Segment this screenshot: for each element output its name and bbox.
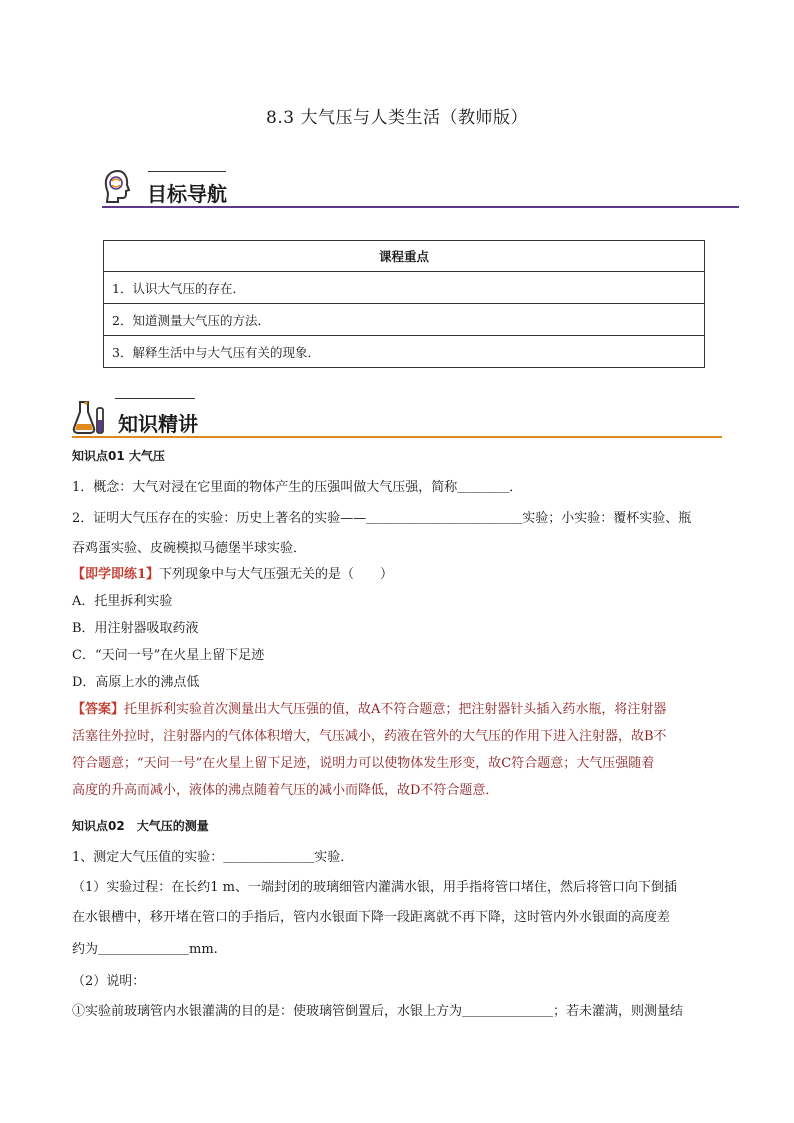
answer-line — [72, 700, 724, 720]
section-divider — [72, 436, 722, 438]
course-focus-table — [103, 240, 705, 368]
section-title-knowledge: 知识精讲 — [118, 412, 198, 436]
paragraph: （1）实验过程：在长约1 m、一端封闭的玻璃细管内灌满水银，用手指将管口堵住，然后将管口向下倒插 — [72, 880, 678, 895]
option-b: B．用注射器吸取药液 — [72, 621, 199, 636]
paragraph: 吞鸡蛋实验、皮碗模拟马德堡半球实验． — [72, 541, 307, 556]
answer-text: 托里拆利实验首次测量出大气压强的值，故A不符合题意；把注射器针头插入药水瓶，将注射器 — [124, 702, 667, 717]
option-a: A．托里拆利实验 — [72, 594, 173, 609]
section-top-rule — [115, 398, 195, 399]
paragraph: 1．概念：大气对浸在它里面的物体产生的压强叫做大气压强，简称＿＿＿＿． — [72, 480, 523, 495]
paragraph: 2．证明大气压存在的实验：历史上著名的实验——＿＿＿＿＿＿＿＿＿＿＿＿实验；小实验：覆杯实验、瓶 — [72, 511, 692, 526]
option-d: D．高原上水的沸点低 — [72, 675, 200, 690]
paragraph: （2）说明： — [72, 974, 146, 989]
section-title-goals: 目标导航 — [147, 182, 227, 206]
answer-line: 活塞往外拉时，注射器内的气体体积增大，气压减小，药液在管外的大气压的作用下进入注射器，故B不 — [72, 729, 667, 744]
paragraph: 约为＿＿＿＿＿＿＿mm. — [72, 942, 218, 957]
section-top-rule — [148, 171, 226, 172]
table-row: 2．知道测量大气压的方法． — [104, 304, 705, 336]
practice-tag: 【即学即练1】 — [72, 567, 160, 582]
section-divider — [102, 206, 739, 208]
paragraph: 1、测定大气压值的实验：＿＿＿＿＿＿＿实验． — [72, 850, 354, 865]
knowledge-point-title: 知识点02 大气压的测量 — [72, 819, 209, 833]
question-text: 下列现象中与大气压强无关的是（ ） — [159, 567, 394, 582]
answer-line: 符合题意；“天问一号”在火星上留下足迹，说明力可以使物体发生形变，故C符合题意；大气压强随着 — [72, 756, 655, 771]
knowledge-point-title: 知识点01 大气压 — [72, 449, 165, 463]
table-row: 1．认识大气压的存在． — [104, 272, 705, 304]
table-row: 3．解释生活中与大气压有关的现象． — [104, 336, 705, 368]
answer-tag: 【答案】 — [72, 702, 125, 717]
paragraph: 在水银槽中，移开堵在管口的手指后，管内水银面下降一段距离就不再下降，这时管内外水银面的高度差 — [72, 910, 671, 925]
paragraph: ①实验前玻璃管内水银灌满的目的是：使玻璃管倒置后，水银上方为＿＿＿＿＿＿＿；若未灌满，则测量结 — [72, 1004, 684, 1019]
flask-icon — [72, 398, 104, 436]
head-brain-icon — [102, 168, 134, 206]
answer-line: 高度的升高而减小，液体的沸点随着气压的减小而降低，故D不符合题意． — [72, 783, 499, 798]
option-c: C．“天问一号”在火星上留下足迹 — [72, 648, 265, 663]
page-title: 8.3 大气压与人类生活（教师版） — [266, 108, 528, 128]
practice-question — [72, 565, 724, 585]
table-header: 课程重点 — [104, 241, 705, 272]
